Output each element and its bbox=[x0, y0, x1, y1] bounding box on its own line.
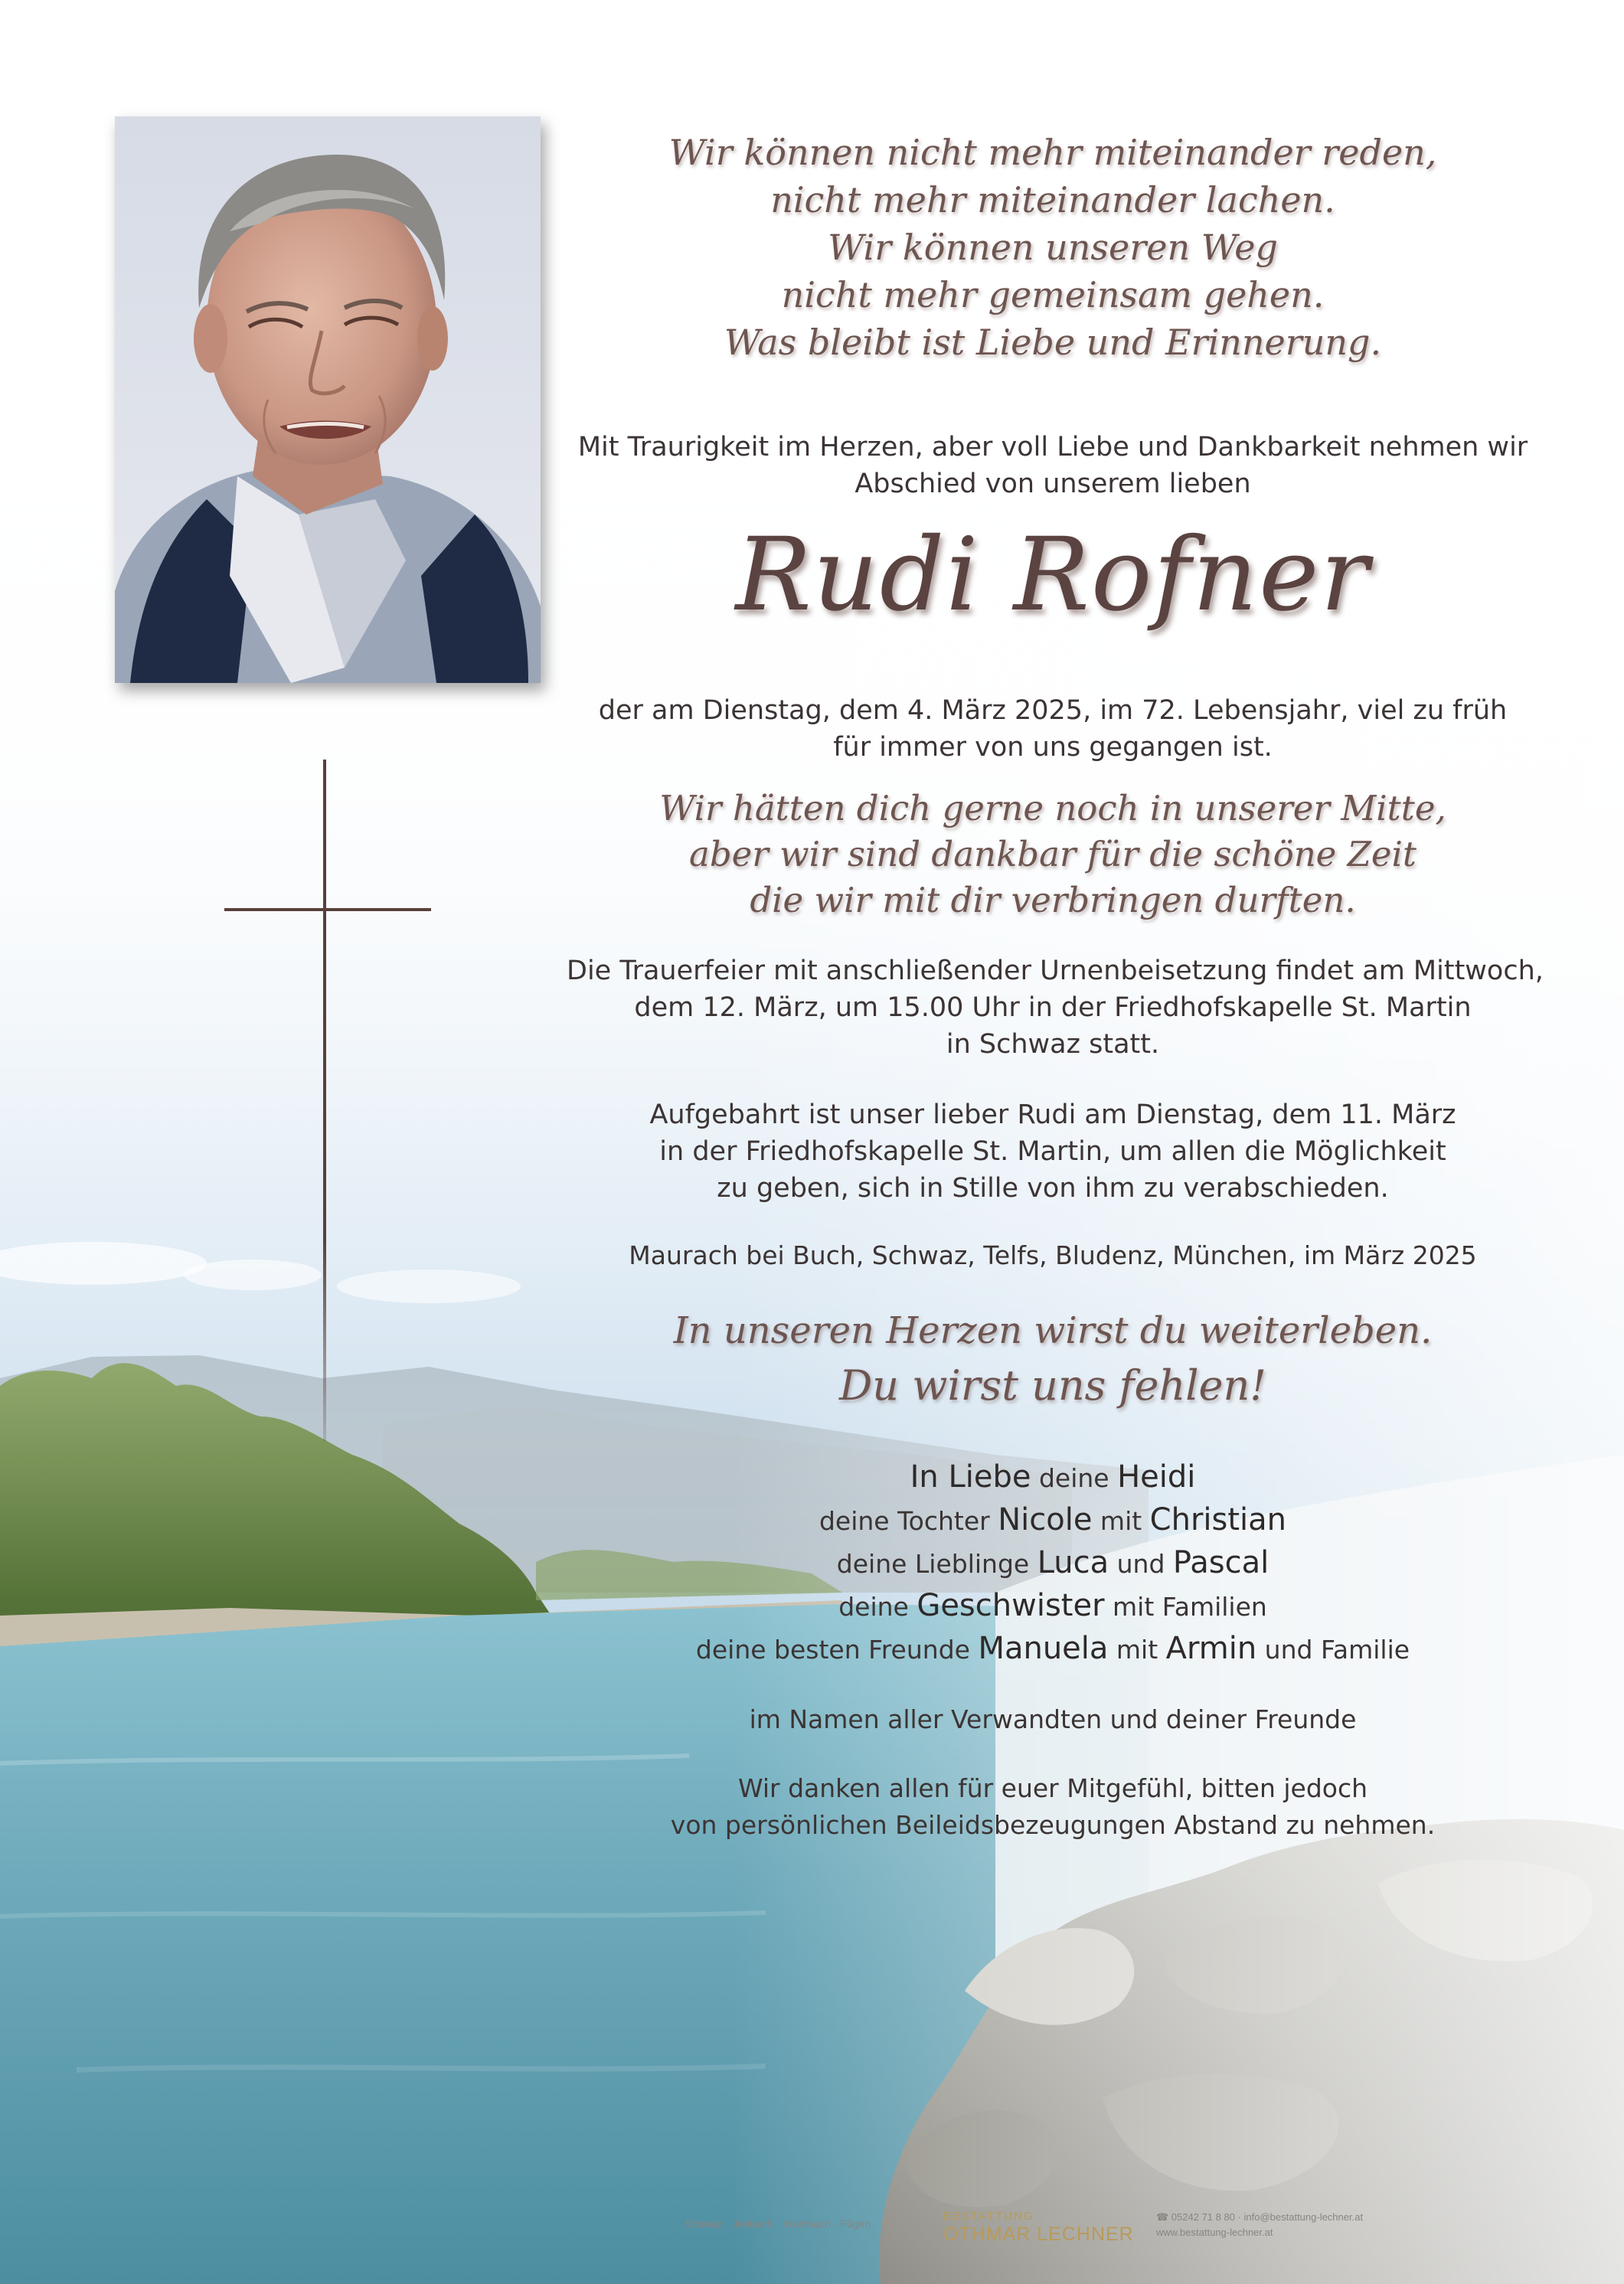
footer-brand-logo: OTHMAR LECHNER bbox=[943, 2224, 1134, 2245]
death-notice-line: der am Dienstag, dem 4. März 2025, im 72. Lebensjahr, viel zu früh bbox=[598, 695, 1508, 726]
closing-verse bbox=[582, 1303, 1524, 1413]
poem-top-line: Was bleibt ist Liebe und Erinnerung. bbox=[724, 322, 1382, 363]
family-line: deine Geschwister mit Familien bbox=[838, 1588, 1267, 1623]
places-date bbox=[567, 1237, 1539, 1274]
viewing-line: zu geben, sich in Stille von ihm zu verabschieden. bbox=[717, 1173, 1389, 1204]
family-list bbox=[567, 1456, 1539, 1671]
intro-text bbox=[567, 429, 1539, 502]
places-date-line: Maurach bei Buch, Schwaz, Telfs, Bludenz, München, im März 2025 bbox=[629, 1240, 1477, 1270]
thanks-line: Wir danken allen für euer Mitgefühl, bitten jedoch bbox=[737, 1773, 1368, 1803]
poem-top-line: nicht mehr gemeinsam gehen. bbox=[781, 274, 1325, 315]
cross-horizontal-bar bbox=[224, 908, 431, 911]
footer-locations: Schwaz · Jenbach · Kramsach · Fügen bbox=[685, 2217, 871, 2230]
viewing-line: Aufgebahrt ist unser lieber Rudi am Dienstag, dem 11. März bbox=[649, 1100, 1456, 1130]
family-line: deine Lieblinge Luca und Pascal bbox=[836, 1545, 1269, 1580]
relatives-line: im Namen aller Verwandten und deiner Freunde bbox=[749, 1704, 1357, 1734]
family-line: In Liebe deine Heidi bbox=[910, 1459, 1196, 1495]
funeral-line: in Schwaz statt. bbox=[946, 1029, 1160, 1060]
poem-middle-line: die wir mit dir verbringen durften. bbox=[750, 880, 1356, 920]
portrait-photo bbox=[115, 116, 541, 683]
footer-brand-top: BESTATTUNG bbox=[943, 2210, 1034, 2223]
footer-contact-web: www.bestattung-lechner.at bbox=[1156, 2227, 1273, 2238]
closing-line: Du wirst uns fehlen! bbox=[839, 1361, 1266, 1410]
family-line: deine besten Freunde Manuela mit Armin und Familie bbox=[695, 1631, 1410, 1666]
family-line: deine Tochter Nicole mit Christian bbox=[819, 1502, 1287, 1537]
poem-middle bbox=[582, 786, 1524, 923]
poem-top-line: nicht mehr miteinander lachen. bbox=[770, 179, 1335, 221]
poem-top-line: Wir können nicht mehr miteinander reden, bbox=[668, 132, 1437, 173]
poem-top-line: Wir können unseren Weg bbox=[828, 227, 1278, 268]
closing-line: In unseren Herzen wirst du weiterleben. bbox=[673, 1309, 1433, 1352]
funeral-info bbox=[567, 952, 1544, 1063]
intro-line: Abschied von unserem lieben bbox=[854, 469, 1251, 499]
poem-middle-line: Wir hätten dich gerne noch in unserer Mitte, bbox=[659, 788, 1446, 828]
poem-middle-line: aber wir sind dankbar für die schöne Zeit bbox=[689, 834, 1417, 874]
funeral-line: dem 12. März, um 15.00 Uhr in der Friedhofskapelle St. Martin bbox=[634, 992, 1472, 1023]
poem-top bbox=[582, 129, 1524, 366]
death-notice-line: für immer von uns gegangen ist. bbox=[833, 732, 1273, 763]
viewing-line: in der Friedhofskapelle St. Martin, um allen die Möglichkeit bbox=[659, 1136, 1446, 1167]
thanks-text bbox=[567, 1770, 1539, 1844]
footer-contact-phone: ☎ 05242 71 8 80 · info@bestattung-lechner.at bbox=[1156, 2211, 1364, 2223]
death-notice bbox=[567, 692, 1539, 766]
thanks-line: von persönlichen Beileidsbezeugungen Abstand zu nehmen. bbox=[670, 1810, 1436, 1840]
intro-line: Mit Traurigkeit im Herzen, aber voll Liebe und Dankbarkeit nehmen wir bbox=[577, 432, 1528, 462]
cross-vertical-bar bbox=[323, 760, 326, 1441]
funeral-line: Die Trauerfeier mit anschließender Urnenbeisetzung findet am Mittwoch, bbox=[567, 956, 1544, 986]
deceased-name: Rudi Rofner bbox=[735, 516, 1371, 634]
viewing-info bbox=[567, 1096, 1539, 1207]
